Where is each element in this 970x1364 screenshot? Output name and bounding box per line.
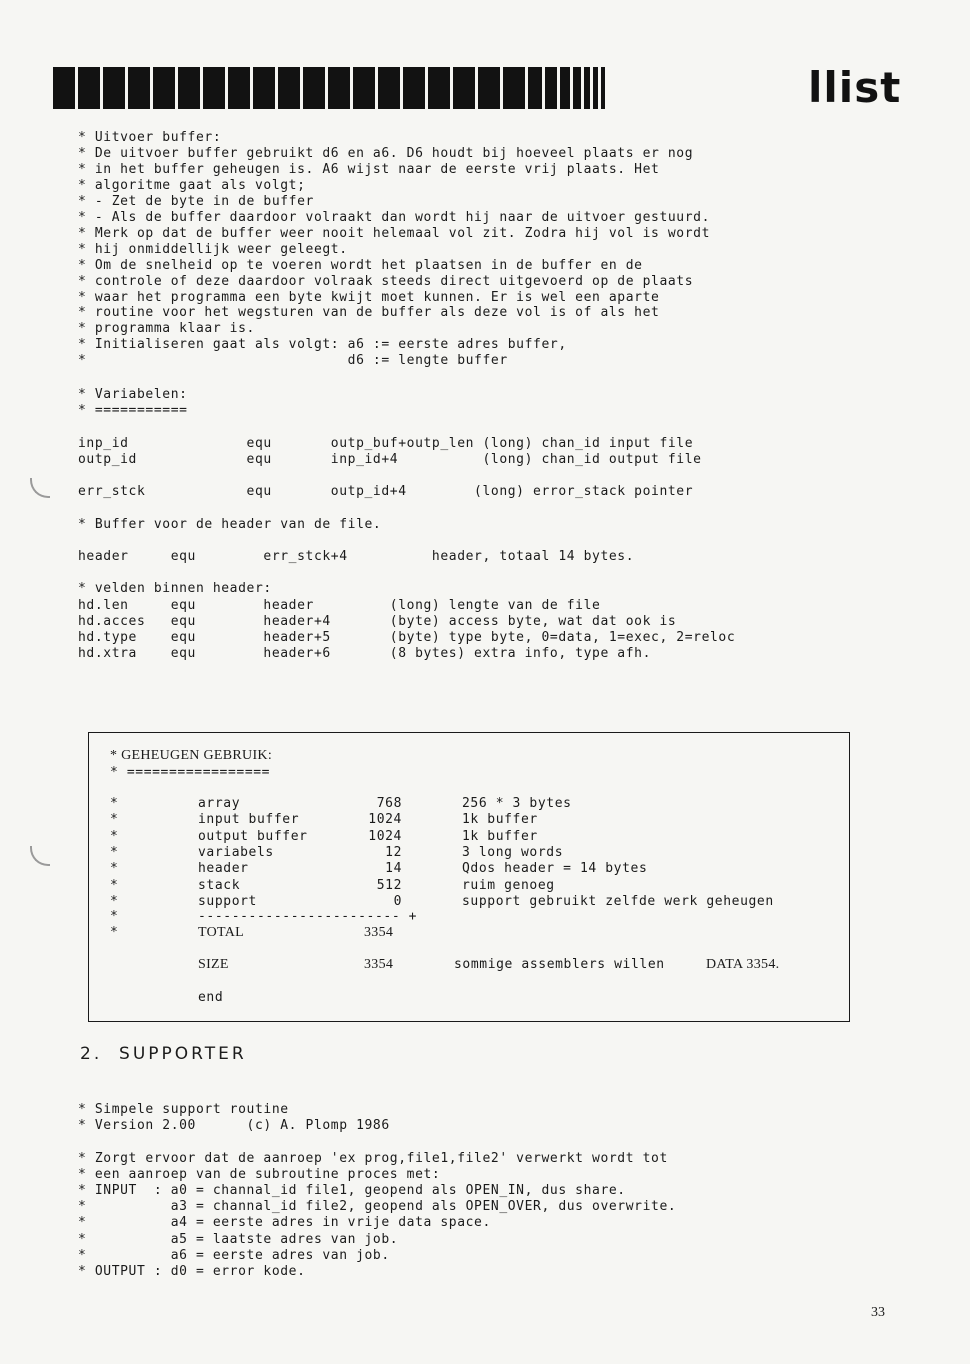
- banner-bar: [378, 67, 400, 109]
- memory-row-note: 256 * 3 bytes: [462, 796, 572, 811]
- banner-bar: [428, 67, 450, 109]
- banner-bar: [503, 67, 525, 109]
- section-heading: 2. SUPPORTER: [80, 1044, 247, 1064]
- banner-bar: [53, 67, 75, 109]
- memory-row-name: stack: [198, 877, 241, 893]
- text-line: * Simpele support routine: [78, 1102, 289, 1117]
- banner-bar: [593, 67, 598, 109]
- memory-row-star: *: [110, 812, 119, 828]
- text-line: outp_id equ inp_id+4 (long) chan_id output file: [78, 451, 702, 467]
- text-line: hd.type equ header+5 (byte) type byte, 0=data, 1=exec, 2=reloc: [78, 630, 736, 645]
- page-number: 33: [871, 1305, 885, 1320]
- memory-row-name: variabels: [198, 844, 274, 860]
- banner-bar: [453, 67, 475, 109]
- text-line: * waar het programma een byte kwijt moet kunnen. Er is wel een aparte: [78, 289, 660, 305]
- banner-bar: [478, 67, 500, 109]
- text-line: hd.xtra equ header+6 (8 bytes) extra info, type afh.: [78, 646, 652, 662]
- banner-bar: [573, 67, 581, 109]
- banner-bar: [328, 67, 350, 109]
- memory-size-label: SIZE: [198, 957, 229, 972]
- text-line: * a3 = channal_id file2, geopend als OPEN_OVER, dus overwrite.: [78, 1199, 677, 1215]
- text-line: * Zorgt ervoor dat de aanroep 'ex prog,file1,file2' verwerkt wordt tot: [78, 1150, 668, 1166]
- text-line: * Om de snelheid op te voeren wordt het plaatsen in de buffer en de: [78, 257, 643, 273]
- banner-bar: [403, 67, 425, 109]
- memory-size-value: 3354: [364, 957, 394, 972]
- memory-row-star: *: [110, 877, 119, 893]
- memory-row-note: 3 long words: [462, 844, 564, 860]
- memory-row-note: support gebruikt zelfde werk geheugen: [462, 893, 774, 909]
- banner-bar: [278, 67, 300, 109]
- text-line: * Buffer voor de header van de file.: [78, 516, 382, 532]
- text-line: header equ err_stck+4 header, totaal 14 bytes.: [78, 549, 635, 564]
- text-line: * INPUT : a0 = channal_id file1, geopend als OPEN_IN, dus share.: [78, 1183, 626, 1198]
- memory-rule-star: *: [110, 909, 119, 924]
- banner-bar: [584, 67, 590, 109]
- banner-bar: [303, 67, 325, 109]
- text-line: hd.len equ header (long) lengte van de file: [78, 597, 601, 613]
- memory-row-size: 512: [376, 877, 402, 893]
- text-line: * routine voor het wegsturen van de buffer als deze vol is of als het: [78, 305, 660, 321]
- text-line: inp_id equ outp_buf+outp_len (long) chan_id input file: [78, 435, 694, 451]
- memory-row-note: Qdos header = 14 bytes: [462, 861, 648, 877]
- memory-total-label: TOTAL: [198, 925, 245, 940]
- memory-row-star: *: [110, 893, 119, 909]
- text-line: * Uitvoer buffer:: [78, 130, 222, 145]
- memory-row-star: *: [110, 828, 119, 844]
- memory-size-note: sommige assemblers willen: [454, 957, 665, 972]
- memory-total-star: *: [110, 925, 119, 940]
- text-line: * hij onmiddellijk weer geleegt.: [78, 241, 348, 257]
- text-line: * Version 2.00 (c) A. Plomp 1986: [78, 1118, 390, 1134]
- banner-bar: [253, 67, 275, 109]
- banner-bar: [178, 67, 200, 109]
- text-line: * algoritme gaat als volgt;: [78, 177, 306, 193]
- memory-title: * GEHEUGEN GEBRUIK:: [110, 748, 273, 763]
- memory-row-size: 12: [385, 844, 402, 860]
- text-line: * in het buffer geheugen is. A6 wijst naar de eerste vrij plaats. Het: [78, 161, 660, 177]
- text-line: * een aanroep van de subroutine proces met:: [78, 1166, 441, 1182]
- banner-bar: [560, 67, 570, 109]
- text-line: * Merk op dat de buffer weer nooit helemaal vol zit. Zodra hij vol is wordt: [78, 225, 710, 241]
- memory-row-star: *: [110, 796, 119, 811]
- text-line: * controle of deze daardoor volraak steeds direct uitgevoerd op de plaats: [78, 273, 694, 289]
- text-line: * a6 = eerste adres van job.: [78, 1247, 390, 1263]
- memory-row-name: input buffer: [198, 812, 300, 828]
- banner-bar: [545, 67, 557, 109]
- brand-logo: llist: [808, 63, 902, 112]
- memory-rule: ------------------------ +: [198, 909, 418, 924]
- text-line: * - Als de buffer daardoor volraakt dan wordt hij naar de uitvoer gestuurd.: [78, 209, 710, 225]
- text-line: * OUTPUT : d0 = error kode.: [78, 1264, 306, 1279]
- memory-row-note: 1k buffer: [462, 812, 538, 828]
- text-line: * Variabelen:: [78, 387, 188, 402]
- memory-row-size: 1024: [368, 812, 402, 828]
- banner-bar: [153, 67, 175, 109]
- memory-total-value: 3354: [364, 925, 394, 940]
- memory-row-note: ruim genoeg: [462, 877, 555, 893]
- memory-row-name: array: [198, 796, 241, 811]
- memory-row-star: *: [110, 844, 119, 860]
- banner-bar: [78, 67, 100, 109]
- text-line: err_stck equ outp_id+4 (long) error_stack pointer: [78, 484, 694, 500]
- text-line: * a4 = eerste adres in vrije data space.: [78, 1215, 491, 1231]
- memory-row-name: header: [198, 861, 249, 877]
- banner-bar: [203, 67, 225, 109]
- banner-bars: [53, 67, 608, 109]
- memory-row-name: output buffer: [198, 828, 308, 844]
- punch-hole-mark: [30, 846, 50, 866]
- text-line: * Initialiseren gaat als volgt: a6 := eerste adres buffer,: [78, 337, 567, 353]
- text-line: * - Zet de byte in de buffer: [78, 193, 314, 209]
- text-line: * ===========: [78, 403, 188, 419]
- banner-bar: [103, 67, 125, 109]
- memory-size-note-data: DATA 3354.: [706, 957, 780, 972]
- banner-bar: [353, 67, 375, 109]
- text-line: hd.acces equ header+4 (byte) access byte, wat dat ook is: [78, 613, 677, 629]
- banner-bar: [128, 67, 150, 109]
- text-line: * velden binnen header:: [78, 581, 272, 597]
- text-line: * d6 := lengte buffer: [78, 353, 508, 369]
- memory-row-star: *: [110, 861, 119, 877]
- text-line: * a5 = laatste adres van job.: [78, 1231, 399, 1247]
- memory-row-name: support: [198, 893, 257, 909]
- memory-row-size: 1024: [368, 828, 402, 844]
- memory-title-underline: * =================: [110, 765, 271, 780]
- memory-row-size: 0: [393, 893, 402, 909]
- text-line: * De uitvoer buffer gebruikt d6 en a6. D6 houdt bij hoeveel plaats er nog: [78, 145, 694, 161]
- text-line: * programma klaar is.: [78, 321, 255, 337]
- banner-bar: [528, 67, 542, 109]
- memory-end: end: [198, 990, 224, 1005]
- punch-hole-mark: [30, 478, 50, 498]
- memory-row-note: 1k buffer: [462, 828, 538, 844]
- banner-bar: [228, 67, 250, 109]
- memory-row-size: 14: [385, 861, 402, 877]
- banner-bar: [601, 67, 605, 109]
- header-banner: [53, 67, 608, 109]
- memory-row-size: 768: [376, 796, 402, 811]
